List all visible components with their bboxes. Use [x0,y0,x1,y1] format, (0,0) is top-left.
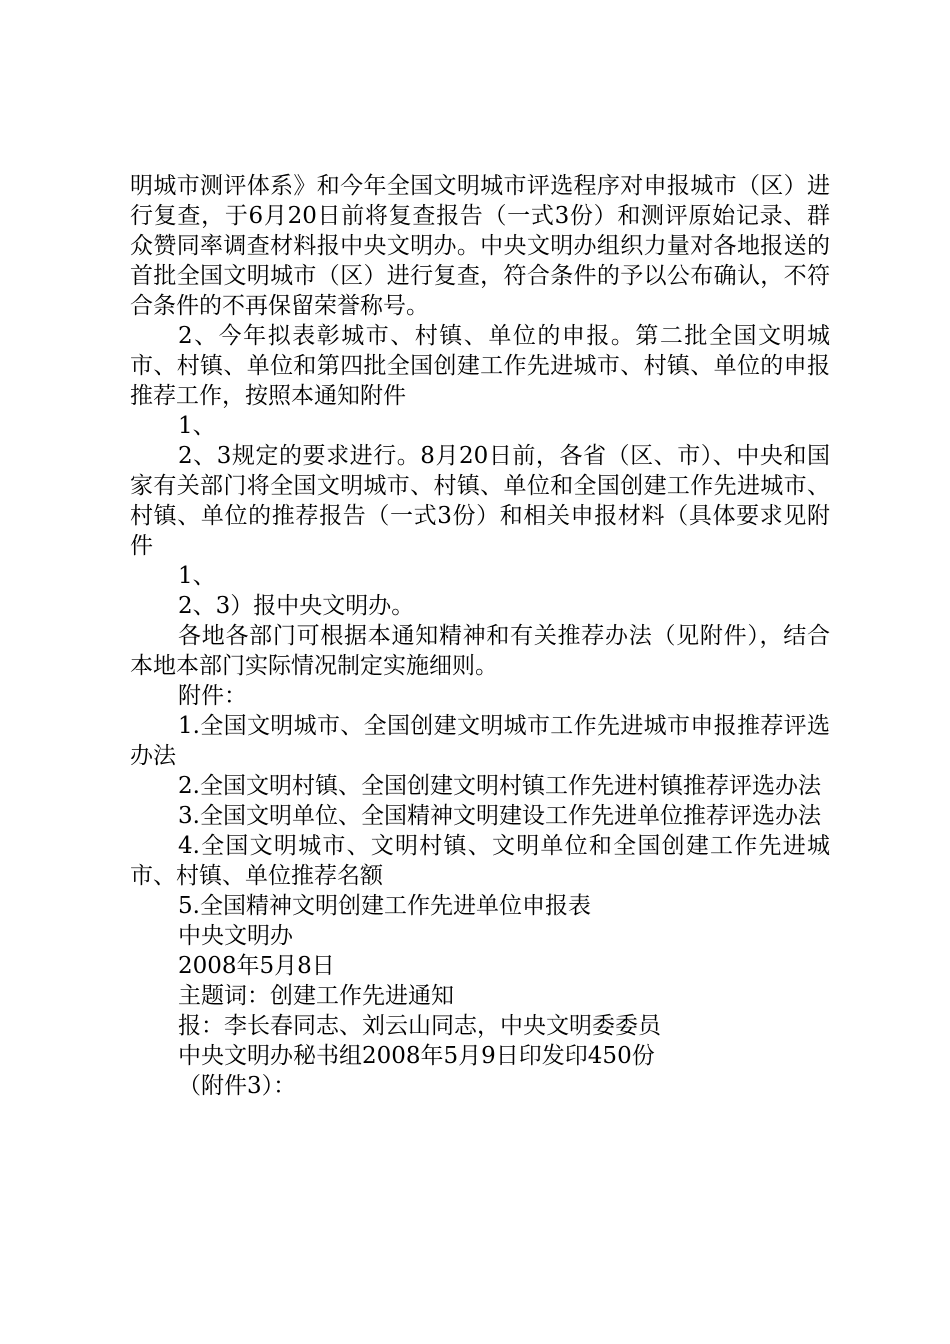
paragraph-fragment: 1、 [178,413,216,439]
attachment-item: 3.全国文明单位、全国精神文明建设工作先进单位推荐评选办法 [178,803,821,829]
attachment-3-label: （附件3）： [178,1073,297,1099]
attachment-item: 5.全国精神文明创建工作先进单位申报表 [178,893,591,919]
attachments-heading: 附件： [178,683,247,709]
paragraph-submission-requirements: 2、3规定的要求进行。8月20日前，各省（区、市）、中央和国家有关部门将全国文明城市、村镇、单位和全国创建工作先进城市、村镇、单位的推荐报告（一式3份）和相关申报材料（具体要求见附件 [130,443,830,559]
attachment-item: 4.全国文明城市、文明村镇、文明单位和全国创建工作先进城市、村镇、单位推荐名额 [130,833,830,889]
report-recipients: 报：李长春同志、刘云山同志，中央文明委委员 [178,1013,661,1039]
paragraph-implementation-rules: 各地各部门可根据本通知精神和有关推荐办法（见附件），结合本地本部门实际情况制定实施细则。 [130,623,830,679]
attachment-item: 1.全国文明城市、全国创建文明城市工作先进城市申报推荐评选办法 [130,713,830,769]
paragraph-commendation-application: 2、今年拟表彰城市、村镇、单位的申报。第二批全国文明城市、村镇、单位和第四批全国创建工作先进城市、村镇、单位的申报推荐工作，按照本通知附件 [130,323,830,409]
subject-keywords: 主题词：创建工作先进通知 [178,983,454,1009]
document-body [130,171,830,1101]
issue-date: 2008年5月8日 [178,953,335,979]
paragraph-report-to-office: 2、3）报中央文明办。 [178,593,415,619]
paragraph-fragment: 1、 [178,563,216,589]
printing-info: 中央文明办秘书组2008年5月9日印发印450份 [178,1043,655,1069]
paragraph-review-process: 明城市测评体系》和今年全国文明城市评选程序对申报城市（区）进行复查，于6月20日前将复查报告（一式3份）和测评原始记录、群众赞同率调查材料报中央文明办。中央文明办组织力量对各地报送的首批全国文明城市（区）进行复查，符合条件的予以公布确认，不符合条件的不再保留荣誉称号。 [130,173,830,319]
attachment-item: 2.全国文明村镇、全国创建文明村镇工作先进村镇推荐评选办法 [178,773,821,799]
issuer-name: 中央文明办 [178,923,293,949]
